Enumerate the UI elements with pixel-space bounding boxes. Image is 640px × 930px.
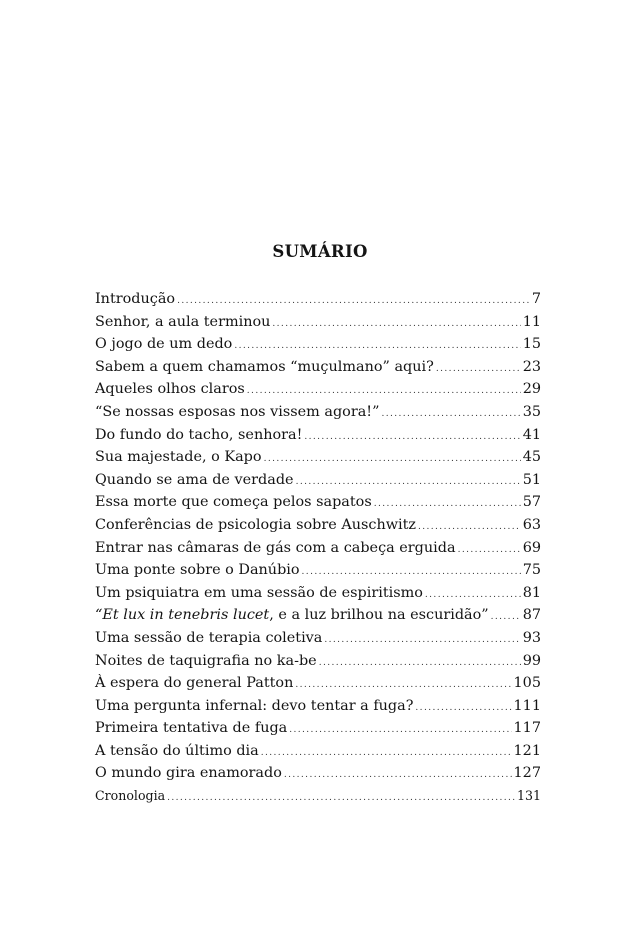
toc-entry-label: Introdução bbox=[95, 291, 176, 307]
dot-leader bbox=[284, 764, 512, 787]
dot-leader bbox=[247, 380, 521, 403]
toc-entry bbox=[95, 559, 541, 582]
toc-entry-label: Sabem a quem chamamos “muçulmano” aqui? bbox=[95, 358, 434, 375]
dot-leader bbox=[374, 493, 521, 516]
toc-entry-label: Uma ponte sobre o Danúbio bbox=[95, 562, 300, 579]
toc-entry-label: Quando se ama de verdade bbox=[95, 471, 294, 488]
toc-entry-label: O mundo gira enamorado bbox=[95, 765, 282, 782]
toc-entry-label: Conferências de psicologia sobre Auschwitz bbox=[95, 516, 416, 533]
toc-entry-label bbox=[95, 604, 491, 627]
dot-leader bbox=[458, 539, 521, 562]
toc-entry-page: 45 bbox=[522, 449, 541, 466]
toc-entry bbox=[95, 604, 541, 627]
toc-entry-page: 117 bbox=[513, 720, 541, 737]
toc-entry-label: Entrar nas câmaras de gás com a cabeça erguida bbox=[95, 539, 456, 556]
toc-entry-page: 41 bbox=[522, 426, 541, 443]
toc-entry-label: O jogo de um dedo bbox=[95, 336, 233, 353]
toc-entry bbox=[95, 627, 541, 650]
dot-leader bbox=[177, 290, 530, 313]
dot-leader bbox=[289, 719, 511, 742]
toc-entry-page: 7 bbox=[531, 291, 541, 307]
toc-entry-page: 81 bbox=[522, 584, 541, 601]
toc-entry bbox=[95, 785, 541, 808]
toc-entry-label-rest: , e a luz brilhou na escuridão” bbox=[269, 607, 489, 624]
toc-entry-label: Essa morte que começa pelos sapatos bbox=[95, 494, 372, 511]
toc-entry-page: 15 bbox=[522, 336, 541, 353]
dot-leader bbox=[296, 471, 521, 494]
dot-leader bbox=[436, 358, 521, 381]
toc-entry bbox=[95, 446, 541, 469]
toc-entry-page: 87 bbox=[522, 607, 541, 624]
dot-leader bbox=[167, 787, 515, 810]
toc-entry-page: 111 bbox=[513, 697, 541, 714]
toc-entry bbox=[95, 311, 541, 334]
toc-entry bbox=[95, 333, 541, 356]
toc-entry-label: Do fundo do tacho, senhora! bbox=[95, 426, 303, 443]
toc-entry-label: À espera do general Patton bbox=[95, 675, 294, 692]
toc-entry-page: 23 bbox=[522, 358, 541, 375]
toc-entry-page: 35 bbox=[522, 403, 541, 420]
toc-entry-page: 131 bbox=[516, 788, 541, 804]
toc-entry-page: 105 bbox=[513, 675, 541, 692]
toc-entry-page: 69 bbox=[522, 539, 541, 556]
toc-entry bbox=[95, 356, 541, 379]
toc-entry-label: Aqueles olhos claros bbox=[95, 381, 245, 398]
dot-leader bbox=[324, 629, 520, 652]
toc-entry bbox=[95, 378, 541, 401]
toc-entry bbox=[95, 288, 541, 311]
toc-entry bbox=[95, 424, 541, 447]
dot-leader bbox=[319, 652, 521, 675]
toc-entry-label: Uma pergunta infernal: devo tentar a fuga? bbox=[95, 697, 414, 714]
toc-entry bbox=[95, 514, 541, 537]
toc-entry bbox=[95, 650, 541, 673]
dot-leader bbox=[425, 584, 521, 607]
toc-entry-page: 63 bbox=[522, 516, 541, 533]
dot-leader bbox=[264, 448, 521, 471]
dot-leader bbox=[418, 516, 521, 539]
dot-leader bbox=[415, 697, 511, 720]
dot-leader bbox=[272, 313, 520, 336]
toc-entry bbox=[95, 717, 541, 740]
toc-entry-page: 127 bbox=[513, 765, 541, 782]
toc-entry-label: A tensão do último dia bbox=[95, 742, 259, 759]
toc-entry bbox=[95, 582, 541, 605]
toc-entry-label: “Se nossas esposas nos vissem agora!” bbox=[95, 403, 380, 420]
toc-entry-page: 99 bbox=[522, 652, 541, 669]
toc-entry-label: Cronologia bbox=[95, 788, 166, 804]
toc-entry bbox=[95, 401, 541, 424]
toc-entry bbox=[95, 695, 541, 718]
toc-entry-page: 29 bbox=[522, 381, 541, 398]
toc-entry-page: 93 bbox=[522, 629, 541, 646]
toc-entry-page: 11 bbox=[522, 313, 541, 330]
dot-leader bbox=[304, 426, 520, 449]
toc-entry-page: 75 bbox=[522, 562, 541, 579]
toc-entry bbox=[95, 672, 541, 695]
toc-entry-label: Uma sessão de terapia coletiva bbox=[95, 629, 323, 646]
toc-entry bbox=[95, 740, 541, 763]
toc-entry-page: 121 bbox=[513, 742, 541, 759]
dot-leader bbox=[491, 606, 521, 629]
dot-leader bbox=[295, 674, 511, 697]
toc-entry-label-italic: “Et lux in tenebris lucet bbox=[95, 607, 270, 624]
dot-leader bbox=[261, 742, 512, 765]
toc-entry-label: Noites de taquigrafia no ka-be bbox=[95, 652, 317, 669]
toc-entry bbox=[95, 762, 541, 785]
toc-entry-label: Primeira tentativa de fuga bbox=[95, 720, 288, 737]
dot-leader bbox=[381, 403, 520, 426]
toc-entry-page: 51 bbox=[522, 471, 541, 488]
dot-leader bbox=[234, 335, 520, 358]
toc-entry bbox=[95, 491, 541, 514]
toc-entry-label: Sua majestade, o Kapo bbox=[95, 449, 262, 466]
toc-entry-label: Senhor, a aula terminou bbox=[95, 313, 271, 330]
dot-leader bbox=[302, 561, 521, 584]
toc-entry-page: 57 bbox=[522, 494, 541, 511]
toc-entry bbox=[95, 537, 541, 560]
page-title: SUMÁRIO bbox=[272, 242, 368, 261]
toc-entry bbox=[95, 469, 541, 492]
table-of-contents bbox=[95, 288, 541, 808]
toc-entry-label: Um psiquiatra em uma sessão de espiritismo bbox=[95, 584, 423, 601]
